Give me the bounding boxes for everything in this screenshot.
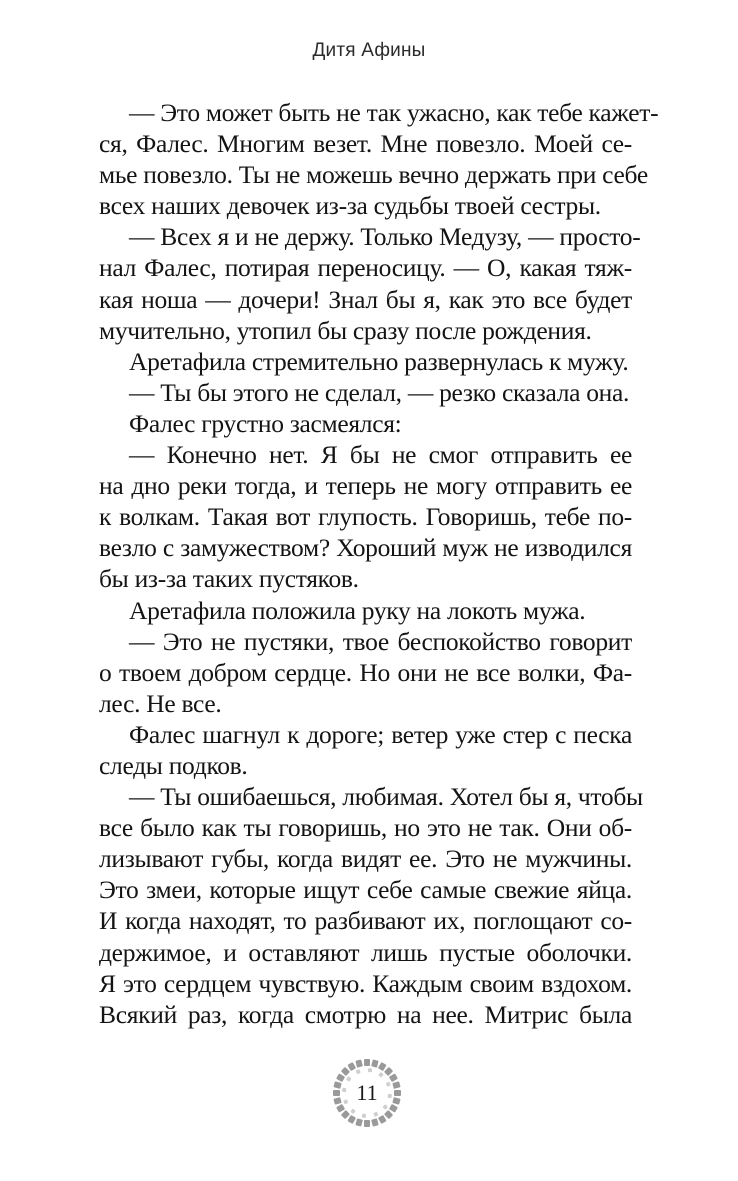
page-number-badge bbox=[331, 1057, 403, 1129]
text-line: всех наших девочек из-за судьбы твоей сестры. bbox=[99, 191, 601, 221]
text-line: нал Фалес, потирая переносицу. — О, какая тяж- bbox=[99, 253, 632, 283]
text-line: — Это не пустяки, твое беспокойство говорит bbox=[129, 626, 632, 656]
text-line: И когда находят, то разбивают их, поглощают со- bbox=[99, 906, 632, 936]
text-line: — Конечно нет. Я бы не смог отправить ее bbox=[129, 440, 632, 470]
running-head-title: Дитя Афины bbox=[312, 40, 426, 61]
text-line: Аретафила стремительно развернулась к мужу. bbox=[129, 346, 629, 376]
text-line: следы подков. bbox=[99, 750, 248, 780]
page-number: 11 bbox=[356, 1080, 378, 1105]
text-line: кая ноша — дочери! Знал бы я, как это все будет bbox=[99, 284, 632, 314]
text-line: — Ты бы этого не сделал, — резко сказала она. bbox=[129, 377, 630, 407]
text-line: Фалес грустно засмеялся: bbox=[129, 408, 402, 438]
text-line: — Всех я и не держу. Только Медузу, — просто- bbox=[129, 222, 641, 252]
text-line: о твоем добром сердце. Но они не все волки, Фа- bbox=[99, 657, 632, 687]
text-line: — Ты ошибаешься, любимая. Хотел бы я, чтобы bbox=[129, 782, 643, 812]
text-line: лес. Не все. bbox=[99, 688, 222, 718]
text-line: Аретафила положила руку на локоть мужа. bbox=[129, 595, 586, 625]
text-line: бы из-за таких пустяков. bbox=[99, 564, 359, 594]
text-line: мье повезло. Ты не можешь вечно держать при себе bbox=[99, 160, 648, 190]
body-text bbox=[99, 97, 659, 1030]
text-line: на дно реки тогда, и теперь не могу отправить ее bbox=[99, 471, 632, 501]
text-line: держимое, и оставляют лишь пустые оболочки. bbox=[99, 937, 632, 967]
text-line: Я это сердцем чувствую. Каждым своим вздохом. bbox=[99, 968, 632, 998]
text-line: все было как ты говоришь, но это не так. Они об- bbox=[99, 813, 632, 843]
text-line: Это змеи, которые ищут себе самые свежие яйца. bbox=[99, 875, 632, 905]
text-line: Всякий раз, когда смотрю на нее. Митрис была bbox=[99, 999, 632, 1029]
text-line: мучительно, утопил бы сразу после рождения. bbox=[99, 315, 592, 345]
text-line: везло с замужеством? Хороший муж не изводился bbox=[99, 533, 632, 563]
text-line: — Это может быть не так ужасно, как тебе кажет- bbox=[129, 98, 659, 127]
text-line: к волкам. Такая вот глупость. Говоришь, тебе по- bbox=[99, 502, 632, 532]
text-line: ся, Фалес. Многим везет. Мне повезло. Моей се- bbox=[99, 129, 632, 159]
text-line: лизывают губы, когда видят ее. Это не мужчины. bbox=[99, 844, 632, 874]
text-line: Фалес шагнул к дороге; ветер уже стер с песка bbox=[129, 719, 632, 749]
